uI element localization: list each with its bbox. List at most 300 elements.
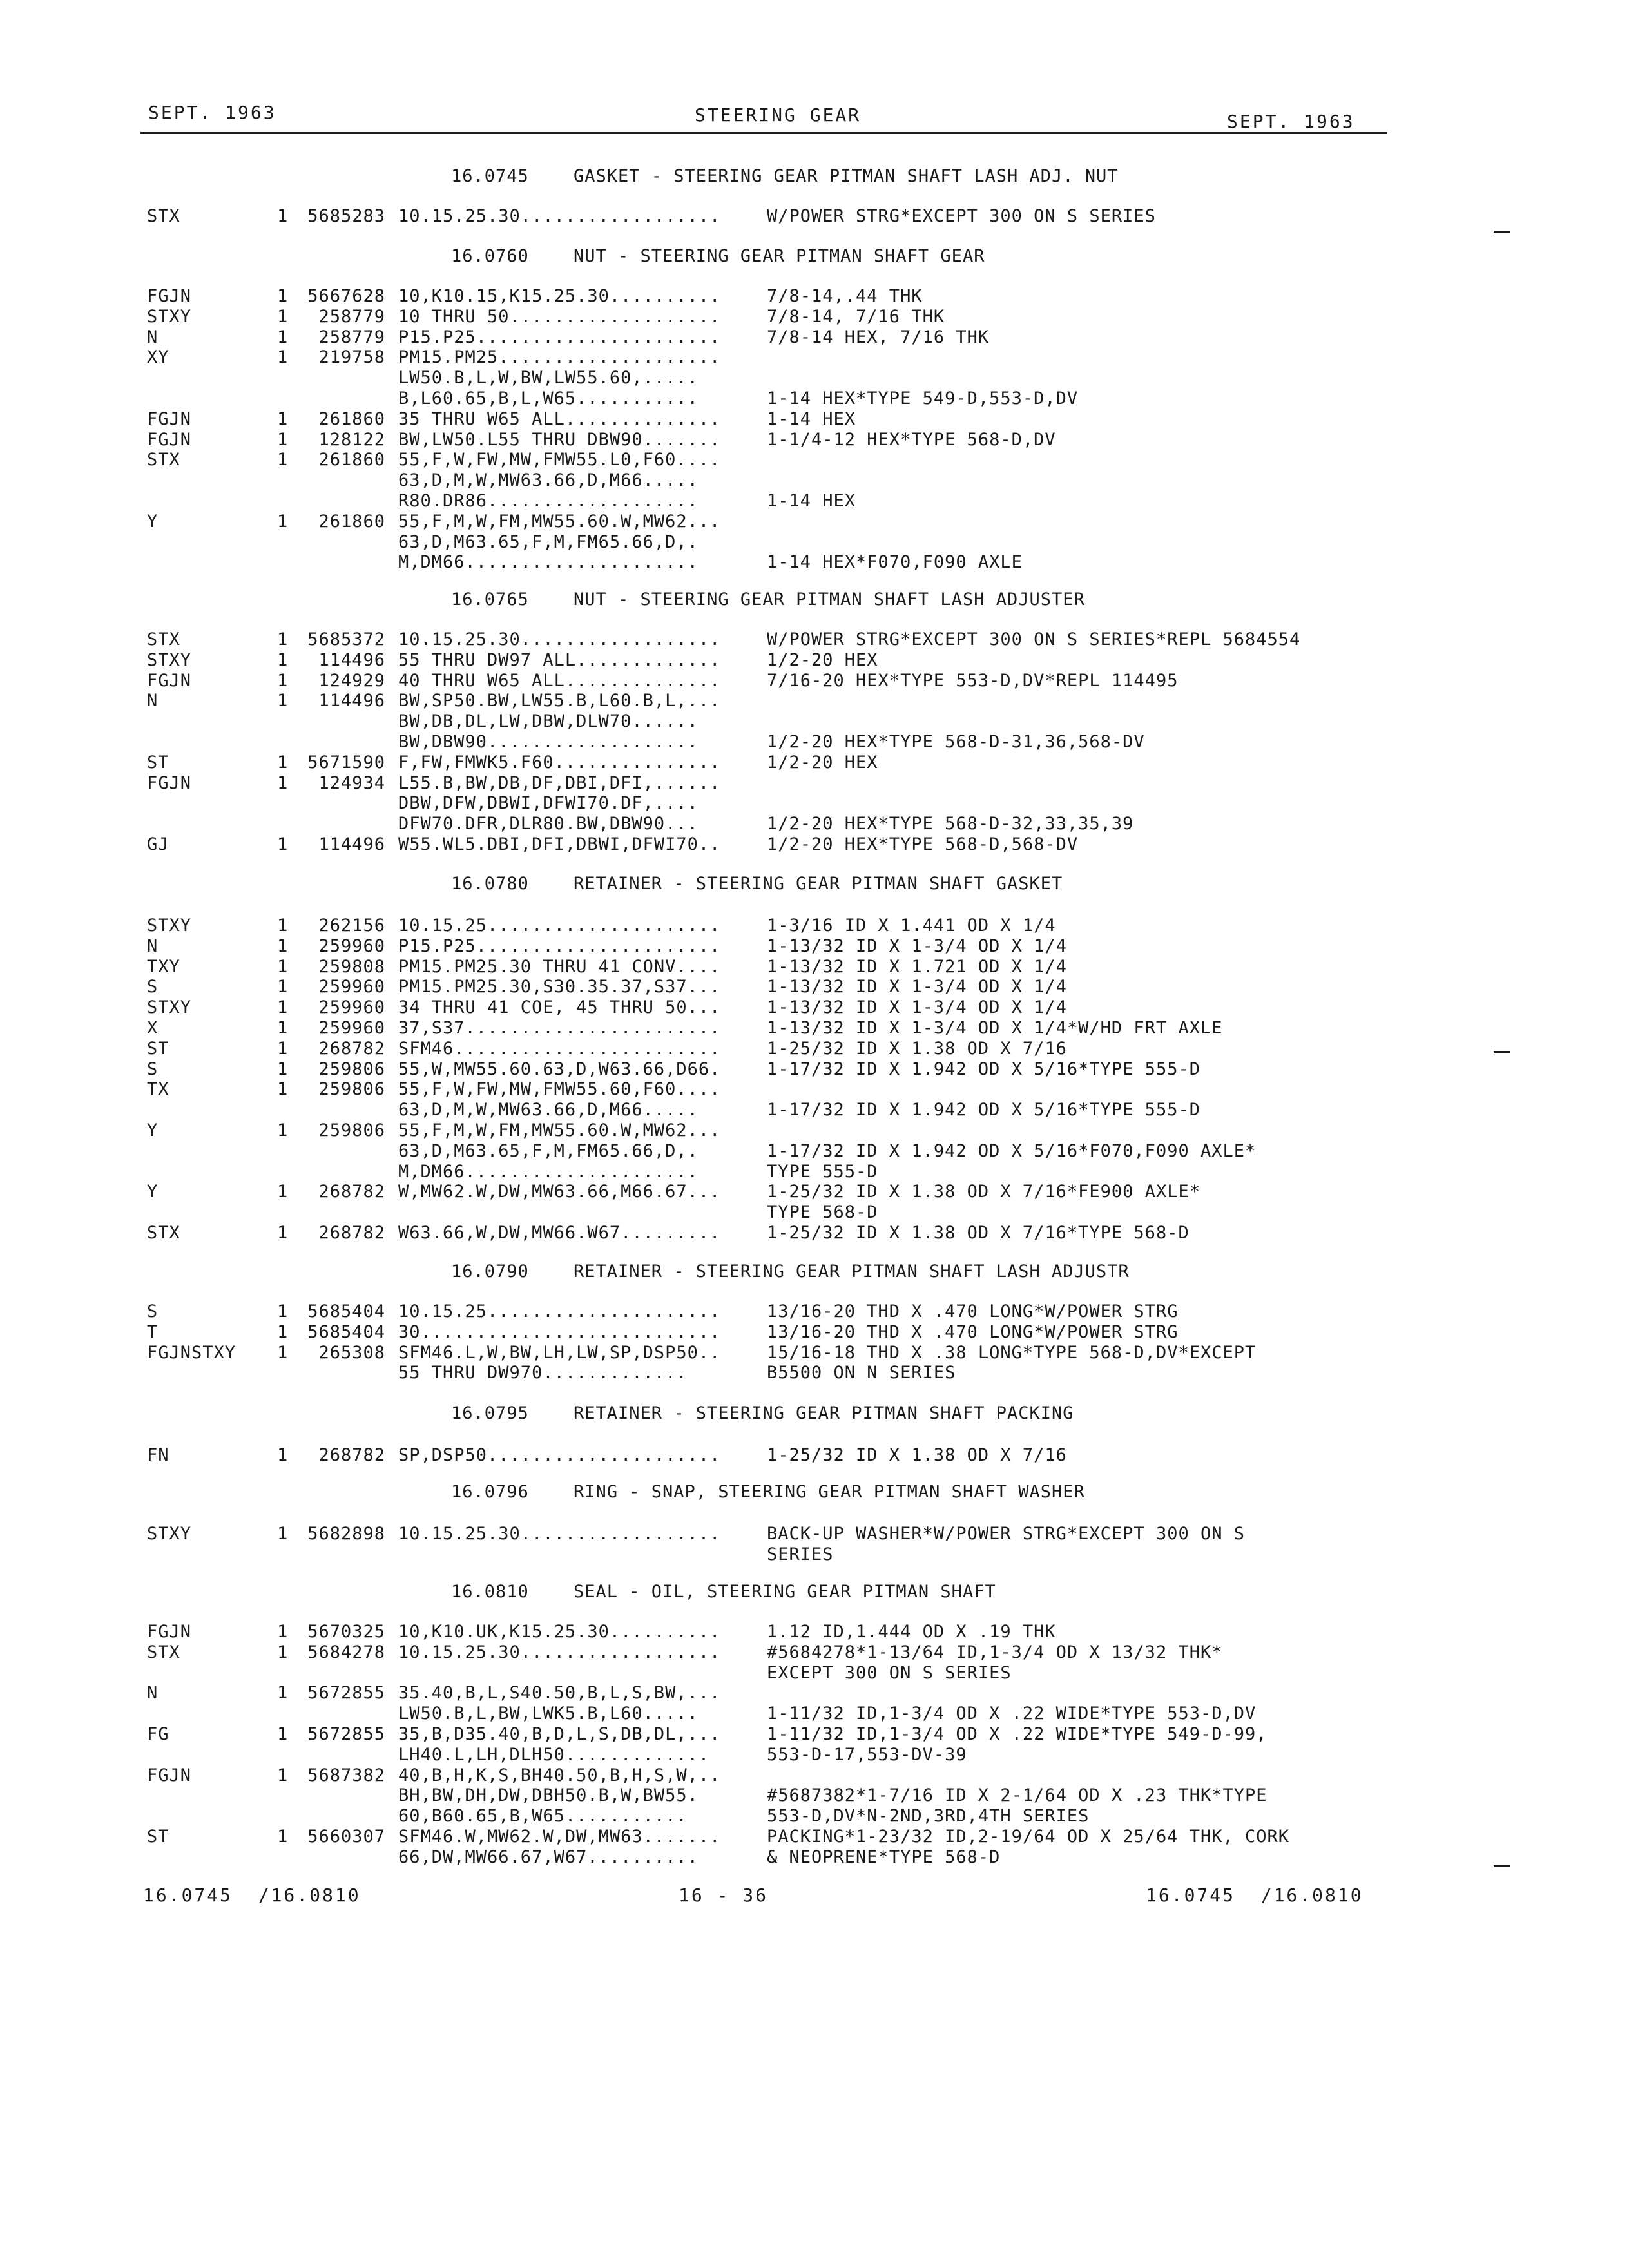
model-code: X xyxy=(147,1018,159,1038)
part-row xyxy=(0,430,1629,450)
model-code: STX xyxy=(147,450,180,470)
application: M,DM66..................... xyxy=(398,552,699,572)
part-number: 259960 xyxy=(318,936,385,956)
quantity: 1 xyxy=(277,307,289,327)
part-number: 262156 xyxy=(318,916,385,936)
model-code: FG xyxy=(147,1724,169,1744)
part-number: 114496 xyxy=(318,650,385,670)
part-row xyxy=(0,1785,1629,1806)
description: 1-17/32 ID X 1.942 OD X 5/16*TYPE 555-D xyxy=(767,1100,1200,1120)
application: LW50.B,L,W,BW,LW55.60,..... xyxy=(398,368,699,388)
part-row xyxy=(0,1018,1629,1039)
application: 10.15.25..................... xyxy=(398,1302,721,1321)
section-code: 16.0745 xyxy=(451,166,529,186)
application: 40,B,H,K,S,BH40.50,B,H,S,W,.. xyxy=(398,1765,721,1785)
quantity: 1 xyxy=(277,977,289,997)
description: 1-13/32 ID X 1-3/4 OD X 1/4*W/HD FRT AXLE xyxy=(767,1018,1223,1038)
description: & NEOPRENE*TYPE 568-D xyxy=(767,1847,1001,1867)
quantity: 1 xyxy=(277,773,289,793)
model-code: FN xyxy=(147,1445,169,1465)
description: PACKING*1-23/32 ID,2-19/64 OD X 25/64 THK, CORK xyxy=(767,1827,1290,1847)
section-title: NUT - STEERING GEAR PITMAN SHAFT GEAR xyxy=(574,246,985,266)
application: 37,S37....................... xyxy=(398,1018,721,1038)
part-row xyxy=(0,1162,1629,1182)
part-row xyxy=(0,368,1629,389)
description: 7/8-14 HEX, 7/16 THK xyxy=(767,327,990,347)
description: 1-13/32 ID X 1-3/4 OD X 1/4 xyxy=(767,997,1067,1017)
model-code: STXY xyxy=(147,916,192,936)
description: 7/8-14, 7/16 THK xyxy=(767,307,945,327)
application: M,DM66..................... xyxy=(398,1162,699,1182)
part-number: 259960 xyxy=(318,997,385,1017)
part-row xyxy=(0,1343,1629,1363)
part-number: 128122 xyxy=(318,430,385,450)
description: 1-25/32 ID X 1.38 OD X 7/16*FE900 AXLE* xyxy=(767,1182,1200,1202)
application: PM15.PM25.30,S30.35.37,S37... xyxy=(398,977,721,997)
description: W/POWER STRG*EXCEPT 300 ON S SERIES*REPL 5684554 xyxy=(767,629,1301,649)
application: 55 THRU DW970............. xyxy=(398,1363,688,1383)
part-row xyxy=(0,1642,1629,1663)
part-number: 259960 xyxy=(318,977,385,997)
part-number: 124934 xyxy=(318,773,385,793)
part-row xyxy=(0,1039,1629,1059)
section-title: RING - SNAP, STEERING GEAR PITMAN SHAFT WASHER xyxy=(574,1482,1085,1502)
quantity: 1 xyxy=(277,450,289,470)
application: PM15.PM25.................... xyxy=(398,347,721,367)
description: 553-D-17,553-DV-39 xyxy=(767,1745,967,1765)
part-number: 114496 xyxy=(318,691,385,711)
part-number: 268782 xyxy=(318,1039,385,1059)
model-code: N xyxy=(147,1683,159,1703)
part-row xyxy=(0,286,1629,307)
section-heading xyxy=(0,246,1629,267)
description: 7/8-14,.44 THK xyxy=(767,286,923,306)
part-number: 258779 xyxy=(318,327,385,347)
description: TYPE 555-D xyxy=(767,1162,878,1182)
section-title: RETAINER - STEERING GEAR PITMAN SHAFT LASH ADJUSTR xyxy=(574,1262,1130,1282)
part-number: 259806 xyxy=(318,1079,385,1099)
part-number: 5685283 xyxy=(307,206,385,226)
model-code: S xyxy=(147,977,159,997)
description: 553-D,DV*N-2ND,3RD,4TH SERIES xyxy=(767,1806,1090,1826)
section-heading xyxy=(0,874,1629,894)
model-code: FGJN xyxy=(147,773,192,793)
part-row xyxy=(0,1100,1629,1120)
section-code: 16.0790 xyxy=(451,1262,529,1282)
section-heading xyxy=(0,1262,1629,1282)
application: DBW,DFW,DBWI,DFWI70.DF,.... xyxy=(398,793,699,813)
application: 63,D,M63.65,F,M,FM65.66,D,. xyxy=(398,1141,699,1161)
section-heading xyxy=(0,166,1629,187)
part-number: 5687382 xyxy=(307,1765,385,1785)
section-title: GASKET - STEERING GEAR PITMAN SHAFT LASH ADJ. NUT xyxy=(574,166,1119,186)
part-number: 259808 xyxy=(318,957,385,977)
model-code: TXY xyxy=(147,957,180,977)
description: 1/2-20 HEX xyxy=(767,650,878,670)
part-row xyxy=(0,1202,1629,1223)
application: 10.15.25.30.................. xyxy=(398,629,721,649)
part-number: 5672855 xyxy=(307,1683,385,1703)
quantity: 1 xyxy=(277,430,289,450)
part-row xyxy=(0,1827,1629,1847)
application: 55,F,M,W,FM,MW55.60.W,MW62... xyxy=(398,512,721,532)
part-row xyxy=(0,1223,1629,1244)
application: 10,K10.UK,K15.25.30.......... xyxy=(398,1622,721,1642)
model-code: Y xyxy=(147,1182,159,1202)
description: 1-14 HEX xyxy=(767,409,856,429)
model-code: STXY xyxy=(147,650,192,670)
part-row xyxy=(0,1363,1629,1383)
part-row xyxy=(0,814,1629,834)
description: 1-25/32 ID X 1.38 OD X 7/16 xyxy=(767,1039,1067,1059)
part-number: 219758 xyxy=(318,347,385,367)
application: R80.DR86................... xyxy=(398,491,699,511)
description: 1-14 HEX*TYPE 549-D,553-D,DV xyxy=(767,389,1079,408)
description: SERIES xyxy=(767,1544,834,1564)
part-row xyxy=(0,629,1629,650)
quantity: 1 xyxy=(277,1039,289,1059)
header-date-right: SEPT. 1963 xyxy=(1227,111,1355,132)
part-row xyxy=(0,834,1629,855)
description: W/POWER STRG*EXCEPT 300 ON S SERIES xyxy=(767,206,1156,226)
description: 1/2-20 HEX*TYPE 568-D-31,36,568-DV xyxy=(767,732,1145,752)
application: W,MW62.W,DW,MW63.66,M66.67... xyxy=(398,1182,721,1202)
description: 1-11/32 ID,1-3/4 OD X .22 WIDE*TYPE 553-D,DV xyxy=(767,1704,1257,1724)
part-number: 5685372 xyxy=(307,629,385,649)
quantity: 1 xyxy=(277,691,289,711)
description: 13/16-20 THD X .470 LONG*W/POWER STRG xyxy=(767,1302,1179,1321)
application: 10.15.25..................... xyxy=(398,916,721,936)
application: 10 THRU 50................... xyxy=(398,307,721,327)
description: 1-13/32 ID X 1-3/4 OD X 1/4 xyxy=(767,936,1067,956)
application: 55 THRU DW97 ALL............. xyxy=(398,650,721,670)
model-code: Y xyxy=(147,512,159,532)
description: 1-3/16 ID X 1.441 OD X 1/4 xyxy=(767,916,1056,936)
quantity: 1 xyxy=(277,957,289,977)
application: 55,F,M,W,FM,MW55.60.W,MW62... xyxy=(398,1120,721,1140)
quantity: 1 xyxy=(277,1059,289,1079)
application: LH40.L,LH,DLH50............. xyxy=(398,1745,710,1765)
part-row xyxy=(0,1182,1629,1202)
part-row xyxy=(0,512,1629,532)
part-number: 5672855 xyxy=(307,1724,385,1744)
application: SFM46.W,MW62.W,DW,MW63....... xyxy=(398,1827,721,1847)
section-heading xyxy=(0,1482,1629,1503)
part-number: 268782 xyxy=(318,1182,385,1202)
application: SP,DSP50..................... xyxy=(398,1445,721,1465)
description: 1-1/4-12 HEX*TYPE 568-D,DV xyxy=(767,430,1056,450)
model-code: TX xyxy=(147,1079,169,1099)
part-row xyxy=(0,650,1629,671)
part-number: 5685404 xyxy=(307,1322,385,1342)
margin-tick xyxy=(1494,231,1510,233)
part-row xyxy=(0,711,1629,732)
section-code: 16.0760 xyxy=(451,246,529,266)
footer-range-left: 16.0745 /16.0810 xyxy=(143,1885,361,1906)
part-number: 258779 xyxy=(318,307,385,327)
application: P15.P25...................... xyxy=(398,327,721,347)
quantity: 1 xyxy=(277,1302,289,1321)
quantity: 1 xyxy=(277,1079,289,1099)
part-number: 5685404 xyxy=(307,1302,385,1321)
part-row xyxy=(0,389,1629,409)
application: F,FW,FMWK5.F60............... xyxy=(398,753,721,773)
application: BW,DBW90................... xyxy=(398,732,699,752)
application: L55.B,BW,DB,DF,DBI,DFI,...... xyxy=(398,773,721,793)
application: SFM46.L,W,BW,LH,LW,SP,DSP50.. xyxy=(398,1343,721,1363)
margin-tick xyxy=(1494,1051,1510,1053)
application: LW50.B,L,BW,LWK5.B,L60..... xyxy=(398,1704,699,1724)
description: 1-13/32 ID X 1-3/4 OD X 1/4 xyxy=(767,977,1067,997)
quantity: 1 xyxy=(277,1622,289,1642)
part-row xyxy=(0,327,1629,348)
quantity: 1 xyxy=(277,936,289,956)
part-row xyxy=(0,1322,1629,1343)
part-row xyxy=(0,671,1629,691)
part-number: 261860 xyxy=(318,512,385,532)
quantity: 1 xyxy=(277,1343,289,1363)
part-row xyxy=(0,1059,1629,1080)
description: 1-25/32 ID X 1.38 OD X 7/16*TYPE 568-D xyxy=(767,1223,1190,1243)
section-title: RETAINER - STEERING GEAR PITMAN SHAFT PACKING xyxy=(574,1403,1074,1423)
section-code: 16.0810 xyxy=(451,1582,529,1602)
part-row xyxy=(0,347,1629,368)
quantity: 1 xyxy=(277,650,289,670)
application: 63,D,M,W,MW63.66,D,M66..... xyxy=(398,1100,699,1120)
description: 1-25/32 ID X 1.38 OD X 7/16 xyxy=(767,1445,1067,1465)
description: EXCEPT 300 ON S SERIES xyxy=(767,1663,1012,1683)
model-code: ST xyxy=(147,1827,169,1847)
model-code: Y xyxy=(147,1120,159,1140)
quantity: 1 xyxy=(277,671,289,691)
application: 10.15.25.30.................. xyxy=(398,1642,721,1662)
quantity: 1 xyxy=(277,409,289,429)
part-row xyxy=(0,409,1629,430)
description: BACK-UP WASHER*W/POWER STRG*EXCEPT 300 ON S xyxy=(767,1524,1245,1544)
model-code: STX xyxy=(147,629,180,649)
model-code: S xyxy=(147,1059,159,1079)
part-number: 259960 xyxy=(318,1018,385,1038)
application: 63,D,M63.65,F,M,FM65.66,D,. xyxy=(398,532,699,552)
description: 1.12 ID,1.444 OD X .19 THK xyxy=(767,1622,1056,1642)
section-code: 16.0780 xyxy=(451,874,529,894)
part-row xyxy=(0,450,1629,470)
model-code: FGJN xyxy=(147,430,192,450)
part-number: 261860 xyxy=(318,409,385,429)
part-row xyxy=(0,1704,1629,1724)
model-code: STX xyxy=(147,1642,180,1662)
part-number: 5684278 xyxy=(307,1642,385,1662)
part-number: 5667628 xyxy=(307,286,385,306)
part-row xyxy=(0,1847,1629,1868)
application: 55,W,MW55.60.63,D,W63.66,D66. xyxy=(398,1059,721,1079)
model-code: GJ xyxy=(147,834,169,854)
model-code: ST xyxy=(147,1039,169,1059)
model-code: T xyxy=(147,1322,159,1342)
part-row xyxy=(0,753,1629,773)
description: #5687382*1-7/16 ID X 2-1/64 OD X .23 THK*TYPE xyxy=(767,1785,1268,1805)
model-code: N xyxy=(147,936,159,956)
quantity: 1 xyxy=(277,1445,289,1465)
model-code: FGJN xyxy=(147,1765,192,1785)
quantity: 1 xyxy=(277,512,289,532)
description: 1-17/32 ID X 1.942 OD X 5/16*F070,F090 AXLE* xyxy=(767,1141,1257,1161)
application: W63.66,W,DW,MW66.W67......... xyxy=(398,1223,721,1243)
model-code: S xyxy=(147,1302,159,1321)
part-number: 124929 xyxy=(318,671,385,691)
part-row xyxy=(0,1544,1629,1565)
part-number: 268782 xyxy=(318,1445,385,1465)
part-row xyxy=(0,470,1629,491)
part-row xyxy=(0,1622,1629,1642)
part-row xyxy=(0,1745,1629,1765)
application: B,L60.65,B,L,W65........... xyxy=(398,389,699,408)
part-row xyxy=(0,1079,1629,1100)
part-row xyxy=(0,307,1629,327)
application: 10,K10.15,K15.25.30.......... xyxy=(398,286,721,306)
model-code: STX xyxy=(147,1223,180,1243)
part-number: 261860 xyxy=(318,450,385,470)
application: 35,B,D35.40,B,D,L,S,DB,DL,... xyxy=(398,1724,721,1744)
part-row xyxy=(0,1806,1629,1827)
part-number: 259806 xyxy=(318,1120,385,1140)
quantity: 1 xyxy=(277,629,289,649)
application: BH,BW,DH,DW,DBH50.B,W,BW55. xyxy=(398,1785,699,1805)
part-number: 114496 xyxy=(318,834,385,854)
part-row xyxy=(0,491,1629,512)
model-code: XY xyxy=(147,347,169,367)
section-title: RETAINER - STEERING GEAR PITMAN SHAFT GASKET xyxy=(574,874,1063,894)
application: PM15.PM25.30 THRU 41 CONV.... xyxy=(398,957,721,977)
model-code: STXY xyxy=(147,997,192,1017)
quantity: 1 xyxy=(277,1120,289,1140)
quantity: 1 xyxy=(277,1683,289,1703)
application: 40 THRU W65 ALL.............. xyxy=(398,671,721,691)
application: 35 THRU W65 ALL.............. xyxy=(398,409,721,429)
application: 66,DW,MW66.67,W67.......... xyxy=(398,1847,699,1867)
part-row xyxy=(0,936,1629,957)
part-row xyxy=(0,532,1629,553)
description: 1/2-20 HEX*TYPE 568-D,568-DV xyxy=(767,834,1079,854)
description: #5684278*1-13/64 ID,1-3/4 OD X 13/32 THK* xyxy=(767,1642,1223,1662)
quantity: 1 xyxy=(277,1018,289,1038)
quantity: 1 xyxy=(277,997,289,1017)
model-code: ST xyxy=(147,753,169,773)
description: 7/16-20 HEX*TYPE 553-D,DV*REPL 114495 xyxy=(767,671,1179,691)
description: 1-11/32 ID,1-3/4 OD X .22 WIDE*TYPE 549-D-99, xyxy=(767,1724,1268,1744)
footer-range-right: 16.0745 /16.0810 xyxy=(1146,1885,1364,1906)
model-code: STXY xyxy=(147,307,192,327)
part-row xyxy=(0,1683,1629,1704)
quantity: 1 xyxy=(277,753,289,773)
application: 63,D,M,W,MW63.66,D,M66..... xyxy=(398,470,699,490)
section-title: NUT - STEERING GEAR PITMAN SHAFT LASH ADJUSTER xyxy=(574,590,1085,610)
quantity: 1 xyxy=(277,1524,289,1544)
description: 1-13/32 ID X 1.721 OD X 1/4 xyxy=(767,957,1067,977)
section-title: SEAL - OIL, STEERING GEAR PITMAN SHAFT xyxy=(574,1582,996,1602)
part-row xyxy=(0,977,1629,997)
quantity: 1 xyxy=(277,1724,289,1744)
description: 1-14 HEX xyxy=(767,491,856,511)
page-number: 16 - 36 xyxy=(679,1885,769,1906)
quantity: 1 xyxy=(277,834,289,854)
quantity: 1 xyxy=(277,1827,289,1847)
part-row xyxy=(0,552,1629,573)
part-number: 265308 xyxy=(318,1343,385,1363)
section-code: 16.0795 xyxy=(451,1403,529,1423)
part-row xyxy=(0,1141,1629,1162)
application: 30........................... xyxy=(398,1322,721,1342)
quantity: 1 xyxy=(277,286,289,306)
description: TYPE 568-D xyxy=(767,1202,878,1222)
margin-tick xyxy=(1494,1865,1510,1867)
application: 35.40,B,L,S40.50,B,L,S,BW,... xyxy=(398,1683,721,1703)
application: P15.P25...................... xyxy=(398,936,721,956)
model-code: FGJNSTXY xyxy=(147,1343,236,1363)
description: 15/16-18 THD X .38 LONG*TYPE 568-D,DV*EXCEPT xyxy=(767,1343,1257,1363)
part-row xyxy=(0,1445,1629,1466)
part-number: 5671590 xyxy=(307,753,385,773)
header-date-left: SEPT. 1963 xyxy=(148,102,276,123)
model-code: FGJN xyxy=(147,286,192,306)
model-code: FGJN xyxy=(147,409,192,429)
part-row xyxy=(0,793,1629,814)
application: W55.WL5.DBI,DFI,DBWI,DFWI70.. xyxy=(398,834,721,854)
quantity: 1 xyxy=(277,1642,289,1662)
part-row xyxy=(0,997,1629,1018)
application: 10.15.25.30.................. xyxy=(398,1524,721,1544)
section-code: 16.0765 xyxy=(451,590,529,610)
description: B5500 ON N SERIES xyxy=(767,1363,956,1383)
quantity: 1 xyxy=(277,1223,289,1243)
model-code: N xyxy=(147,691,159,711)
application: 34 THRU 41 COE, 45 THRU 50... xyxy=(398,997,721,1017)
part-row xyxy=(0,773,1629,794)
quantity: 1 xyxy=(277,347,289,367)
section-heading xyxy=(0,1403,1629,1424)
part-row xyxy=(0,691,1629,711)
part-row xyxy=(0,1765,1629,1786)
application: 55,F,W,FW,MW,FMW55.60,F60.... xyxy=(398,1079,721,1099)
quantity: 1 xyxy=(277,1765,289,1785)
section-heading xyxy=(0,1582,1629,1602)
quantity: 1 xyxy=(277,1322,289,1342)
part-row xyxy=(0,206,1629,227)
part-number: 5670325 xyxy=(307,1622,385,1642)
part-number: 5682898 xyxy=(307,1524,385,1544)
description: 1/2-20 HEX xyxy=(767,753,878,773)
model-code: STX xyxy=(147,206,180,226)
part-number: 259806 xyxy=(318,1059,385,1079)
model-code: FGJN xyxy=(147,1622,192,1642)
quantity: 1 xyxy=(277,327,289,347)
part-row xyxy=(0,1724,1629,1745)
quantity: 1 xyxy=(277,1182,289,1202)
description: 13/16-20 THD X .470 LONG*W/POWER STRG xyxy=(767,1322,1179,1342)
description: 1-14 HEX*F070,F090 AXLE xyxy=(767,552,1023,572)
application: BW,SP50.BW,LW55.B,L60.B,L,... xyxy=(398,691,721,711)
model-code: N xyxy=(147,327,159,347)
description: 1/2-20 HEX*TYPE 568-D-32,33,35,39 xyxy=(767,814,1134,834)
part-row xyxy=(0,916,1629,936)
quantity: 1 xyxy=(277,206,289,226)
application: BW,LW50.L55 THRU DBW90....... xyxy=(398,430,721,450)
header-title: STEERING GEAR xyxy=(695,104,862,126)
application: 10.15.25.30.................. xyxy=(398,206,721,226)
part-row xyxy=(0,1120,1629,1141)
application: SFM46........................ xyxy=(398,1039,721,1059)
quantity: 1 xyxy=(277,916,289,936)
